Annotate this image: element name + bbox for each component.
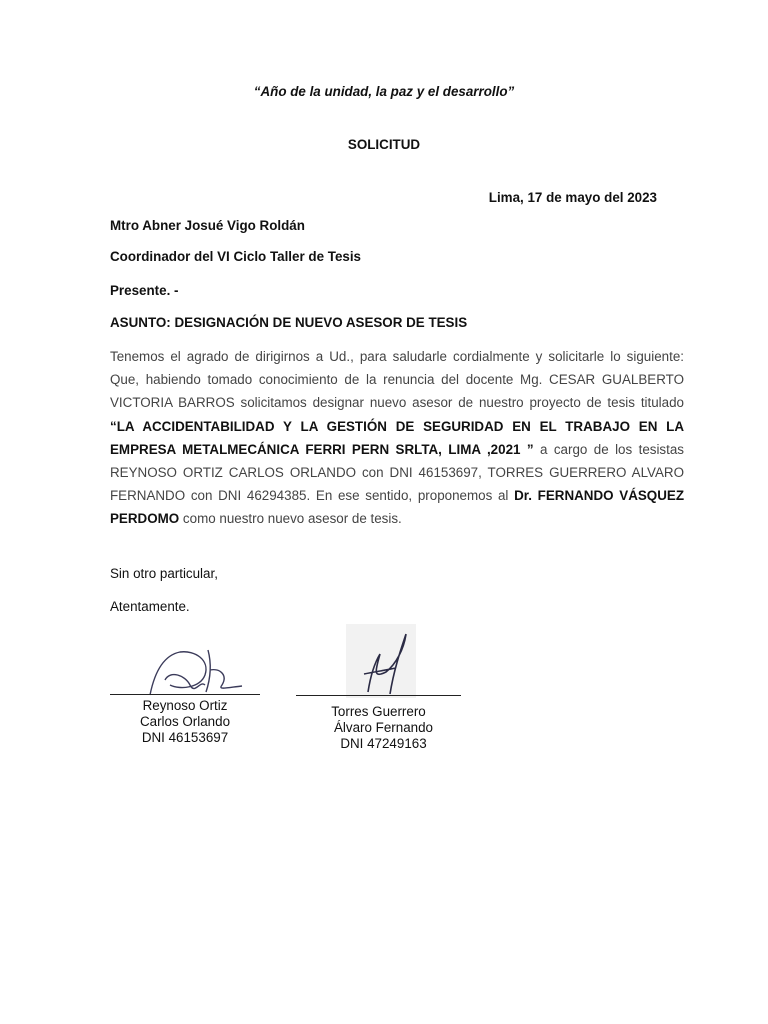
body-text-end: como nuestro nuevo asesor de tesis. xyxy=(179,511,402,527)
handwritten-signature-1 xyxy=(110,640,260,700)
signature-line-1 xyxy=(110,694,260,695)
body-text-intro: Tenemos el agrado de dirigirnos a Ud., para saludarle cordialmente y solicitarle lo siguiente: Que, habiendo tomado conocimiento de la renuncia del docente Mg. CESAR GUALBERTO VICTORIA BARROS solicitamos designar nuevo asesor de nuestro proyecto de tesis titulado xyxy=(110,349,684,411)
signatory-1-dni: DNI 46153697 xyxy=(141,730,229,746)
thesis-title: “LA ACCIDENTABILIDAD Y LA GESTIÓN DE SEGURIDAD EN EL TRABAJO EN LA EMPRESA METALMECÁNICA FERRI PERN SRLTA, LIMA ,2021 ” xyxy=(110,418,684,457)
recipient-position: Coordinador del VI Ciclo Taller de Tesis xyxy=(110,249,362,264)
signatory-1-name: Carlos Orlando xyxy=(139,714,231,730)
closing-regards: Atentamente. xyxy=(110,599,190,614)
handwritten-signature-2 xyxy=(346,624,416,698)
signature-1 xyxy=(110,640,260,700)
document-title: SOLICITUD xyxy=(347,137,421,152)
subject-line: ASUNTO: DESIGNACIÓN DE NUEVO ASESOR DE TESIS xyxy=(110,315,468,330)
signatory-1 xyxy=(110,698,260,747)
greeting: Presente. - xyxy=(110,283,179,298)
body-paragraph xyxy=(110,345,684,531)
signatory-2-name: Álvaro Fernando xyxy=(334,720,433,736)
document-motto: “Año de la unidad, la paz y el desarrollo” xyxy=(253,84,515,99)
signatory-2-dni: DNI 47249163 xyxy=(340,736,427,752)
document-date: Lima, 17 de mayo del 2023 xyxy=(488,190,657,205)
body-text-students: a cargo de los tesistas REYNOSO ORTIZ CARLOS ORLANDO con DNI 46153697, TORRES GUERRERO ALVARO FERNANDO con DNI 46294385. En ese sentido, proponemos al xyxy=(110,441,684,504)
signatory-2-surname: Torres Guerrero xyxy=(331,704,426,719)
proposed-advisor: Dr. FERNANDO VÁSQUEZ PERDOMO xyxy=(110,488,684,527)
signatory-2 xyxy=(296,704,471,753)
signature-line-2 xyxy=(296,695,461,696)
signatory-1-surname: Reynoso Ortiz xyxy=(142,698,228,713)
signature-2 xyxy=(346,624,416,698)
recipient-name: Mtro Abner Josué Vigo Roldán xyxy=(110,218,305,233)
closing-line: Sin otro particular, xyxy=(110,566,218,581)
